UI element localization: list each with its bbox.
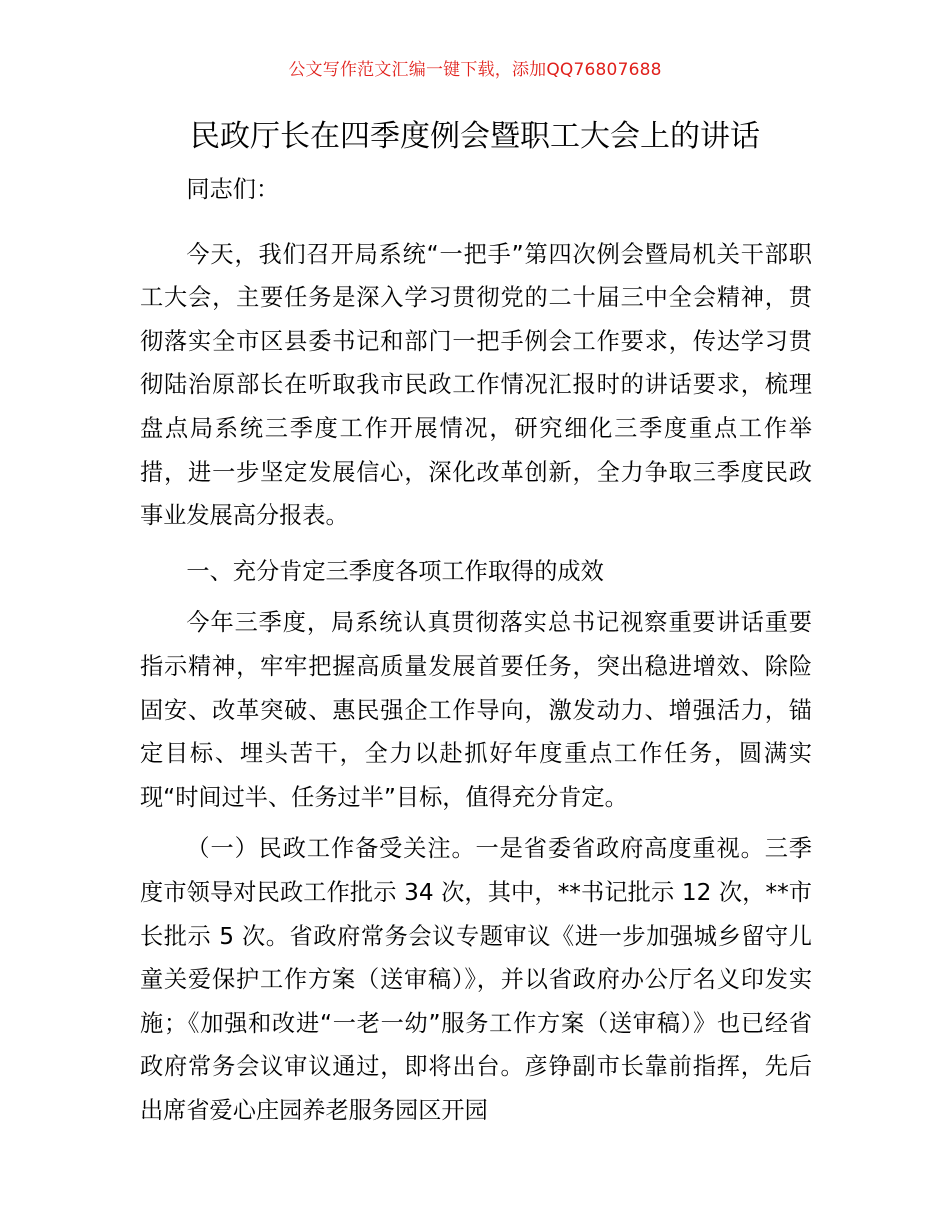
paragraph-intro: 今天，我们召开局系统“一把手”第四次例会暨局机关干部职工大会，主要任务是深入学习贯彻党的二十届三中全会精神，贯彻落实全市区县委书记和部门一把手例会工作要求，传达学习贯彻陆治原部长在听取我市民政工作情况汇报时的讲话要求，梳理盘点局系统三季度工作开展情况，研究细化三季度重点工作举措，进一步坚定发展信心，深化改革创新，全力争取三季度民政事业发展高分报表。 (140, 240, 812, 530)
document-title: 民政厅长在四季度例会暨职工大会上的讲话 (190, 119, 760, 154)
section-heading-1: 一、充分肯定三季度各项工作取得的成效 (186, 557, 604, 585)
document-body (140, 168, 812, 1132)
download-banner: 公文写作范文汇编一键下载，添加QQ76807688 (288, 60, 662, 80)
paragraph-subsection-1: （一）民政工作备受关注。一是省委省政府高度重视。三季度市领导对民政工作批示 34 次，其中，**书记批示 12 次，**市长批示 5 次。省政府常务会议专题审议《进一步加强城乡留守儿童关爱保护工作方案（送审稿）》，并以省政府办公厅名义印发实施；《加强和改进“一老一幼”服务工作方案（送审稿）》也已经省政府常务会议审议通过，即将出台。彦铮副市长靠前指挥，先后出席省爱心庄园养老服务园区开园 (140, 835, 812, 1124)
greeting: 同志们： (186, 176, 280, 203)
paragraph-summary: 今年三季度，局系统认真贯彻落实总书记视察重要讲话重要指示精神，牢牢把握高质量发展首要任务，突出稳进增效、除险固安、改革突破、惠民强企工作导向，激发动力、增强活力，锚定目标、埋头苦干，全力以赴抓好年度重点工作任务，圆满实现“时间过半、任务过半”目标，值得充分肯定。 (140, 609, 812, 811)
